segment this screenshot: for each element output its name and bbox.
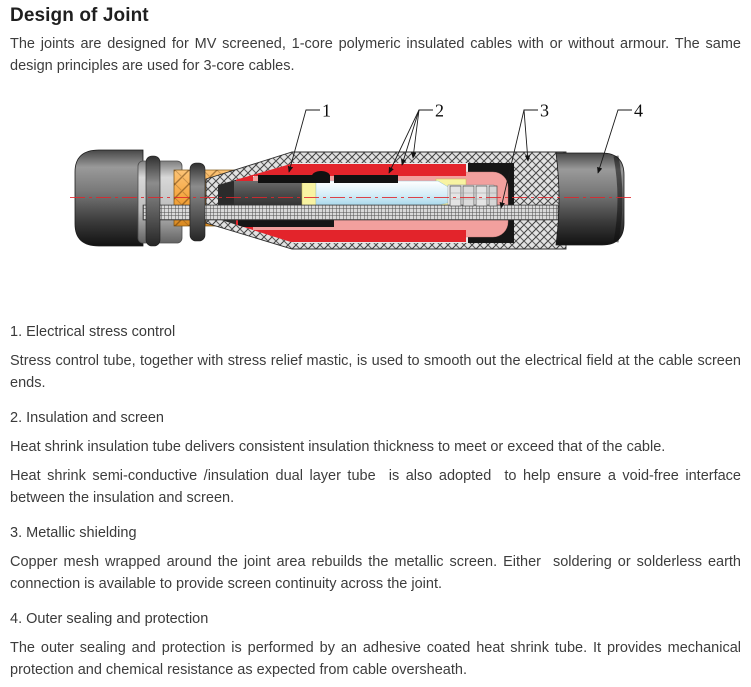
callout-number-1: 1 (322, 100, 331, 121)
page-title: Design of Joint (10, 5, 149, 26)
yellow-stress-band (302, 181, 316, 207)
clamp-ring-1 (146, 156, 160, 246)
section-heading: 3. Metallic shielding (10, 525, 137, 541)
section-paragraph: Heat shrink insulation tube delivers consistent insulation thickness to meet or exceed that of the cable. (10, 439, 666, 455)
connector-blocks (450, 186, 497, 206)
section-paragraph: Stress control tube, together with stress relief mastic, is used to smooth out the electrical field at the cable screen ends. (10, 353, 746, 391)
section-paragraph: Copper mesh wrapped around the joint area rebuilds the metallic screen. Either soldering or solderless earth connection is available to provide screen continuity across the joint. (10, 554, 746, 592)
callout-number-4: 4 (634, 100, 643, 121)
right-cable-oversheath (556, 153, 624, 245)
callout-number-2: 2 (435, 100, 444, 121)
joint-diagram-figure (0, 93, 751, 265)
insulation-tube-blue (316, 181, 460, 205)
numbered-sections (10, 321, 746, 681)
intro-paragraph: The joints are designed for MV screened, 1-core polymeric insulated cables with or without armour. The same design principles are used for 3-core cables. (10, 36, 746, 74)
clamp-ring-2 (190, 163, 205, 241)
cable-screen-core (234, 181, 304, 207)
joint-diagram (0, 93, 751, 265)
section-heading: 4. Outer sealing and protection (10, 611, 209, 627)
section-heading: 1. Electrical stress control (10, 324, 176, 340)
section-heading: 2. Insulation and screen (10, 410, 164, 426)
callout-number-3: 3 (540, 100, 549, 121)
section-paragraph: The outer sealing and protection is performed by an adhesive coated heat shrink tube. It provides mechanical protection and chemical resistance as expected from cable oversheath. (10, 640, 746, 678)
section-paragraph: Heat shrink semi-conductive /insulation dual layer tube is also adopted to help ensure a void-free interface between the insulation and screen. (10, 468, 746, 506)
